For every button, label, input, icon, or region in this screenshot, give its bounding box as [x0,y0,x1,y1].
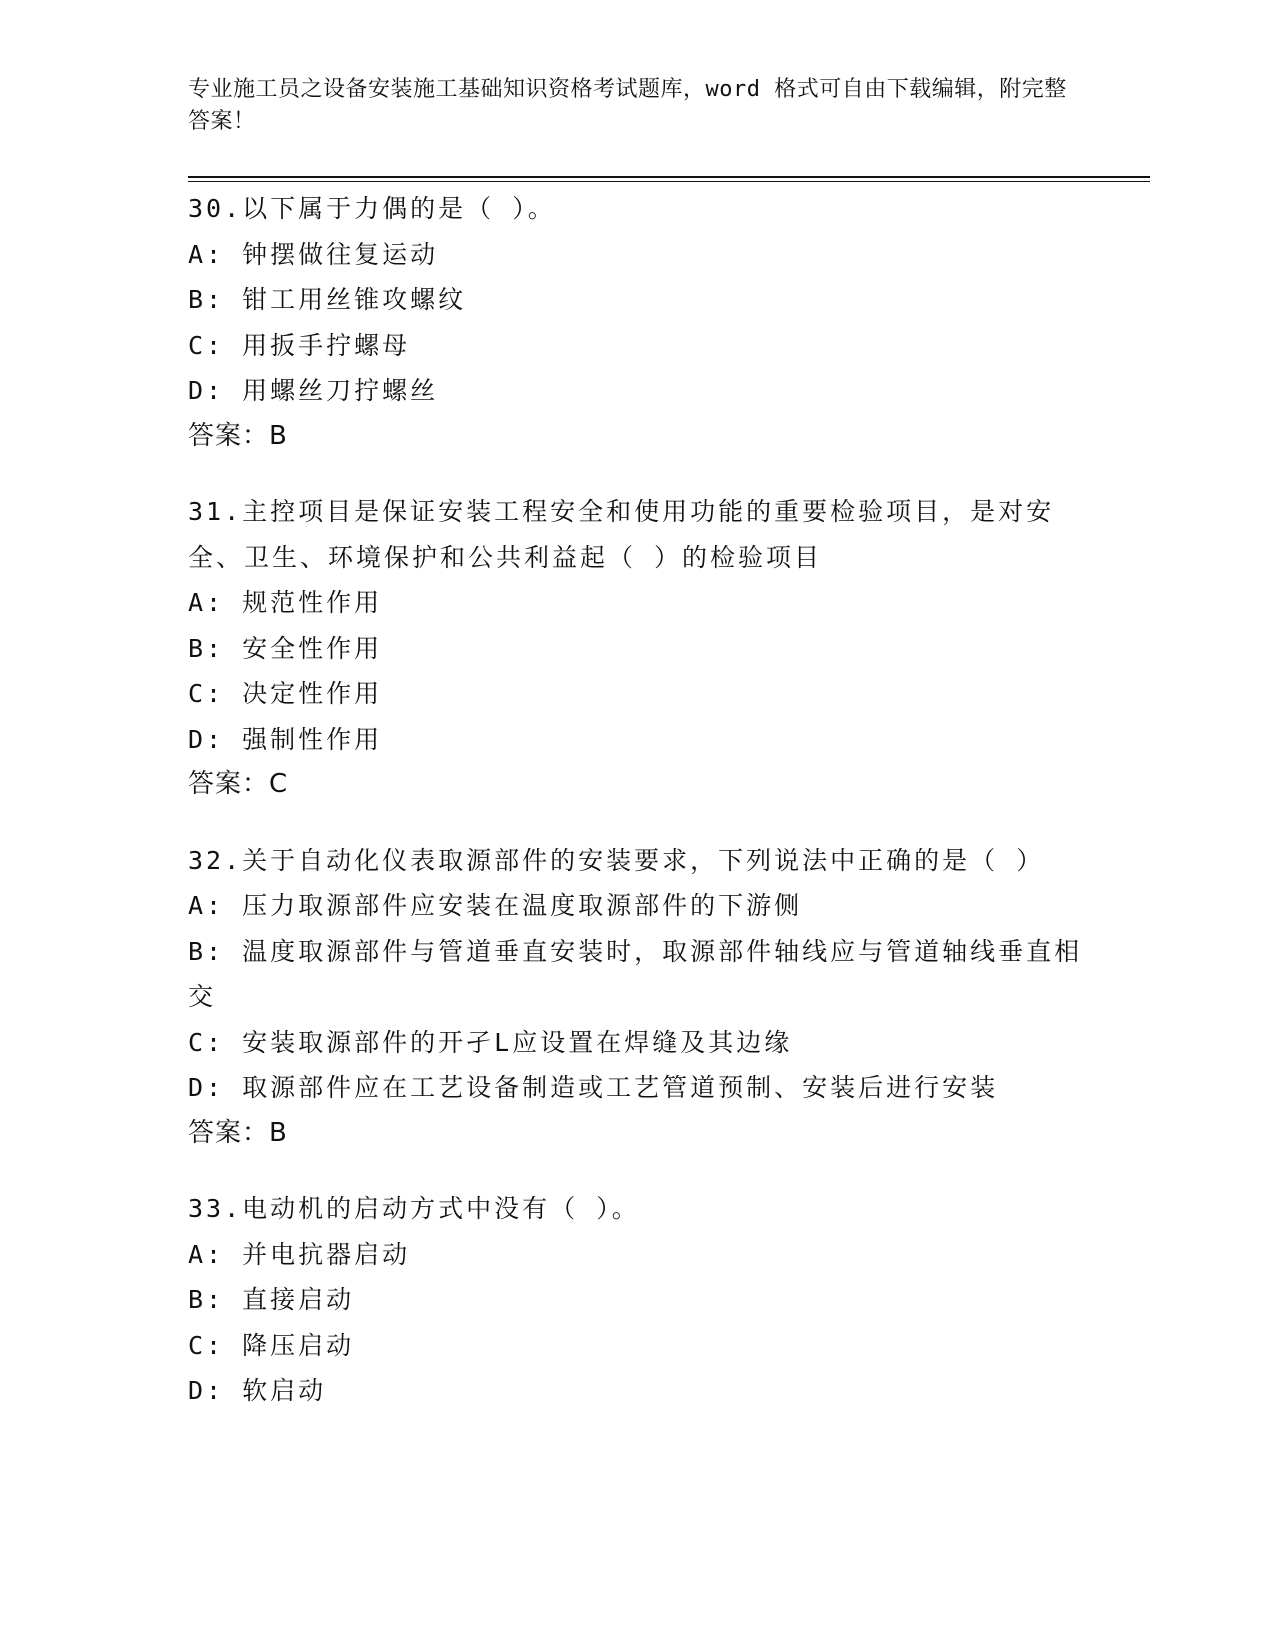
option-d: D: 用螺丝刀拧螺丝 [188,376,439,405]
option-b: B: 直接启动 [188,1285,355,1314]
option-c: C: 安装取源部件的开孑L应设置在焊缝及其边缘 [188,1027,793,1057]
header-divider-thin [188,181,1150,182]
option-a: A: 压力取源部件应安装在温度取源部件的下游侧 [188,891,803,920]
option-b: B: 钳工用丝锥攻螺纹 [188,285,467,314]
question-stem: 33.电动机的启动方式中没有（ ）。 [188,1194,640,1223]
question-32 [188,838,1088,1157]
question-list [188,186,1088,1444]
option-d: D: 软启动 [188,1376,327,1405]
answer-label: 答案：C [188,769,289,799]
option-a: A: 并电抗器启动 [188,1239,411,1269]
option-c: C: 降压启动 [188,1330,355,1360]
option-d: D: 强制性作用 [188,724,383,754]
option-c: C: 用扳手拧螺母 [188,330,411,360]
question-stem: 31.主控项目是保证安装工程安全和使用功能的重要检验项目，是对安全、卫生、环境保护和公共利益起（ ）的检验项目 [188,497,1055,572]
answer-label: 答案：B [188,420,288,451]
question-31 [188,489,1088,808]
option-b: B: 温度取源部件与管道垂直安装时，取源部件轴线应与管道轴线垂直相交 [188,936,1083,1011]
question-30 [188,186,1088,459]
option-a: A: 规范性作用 [188,588,383,617]
answer-label: 答案：B [188,1117,288,1148]
option-b: B: 安全性作用 [188,633,383,663]
option-c: C: 决定性作用 [188,679,383,708]
header-divider-thick [188,176,1150,178]
option-d: D: 取源部件应在工艺设备制造或工艺管道预制、安装后进行安装 [188,1073,999,1102]
option-a: A: 钟摆做往复运动 [188,239,439,269]
question-33 [188,1186,1088,1414]
question-stem: 32.关于自动化仪表取源部件的安装要求，下列说法中正确的是（ ） [188,845,1045,875]
question-stem: 30.以下属于力偶的是（ ）。 [188,194,556,223]
document-header: 专业施工员之设备安装施工基础知识资格考试题库，word 格式可自由下载编辑，附完整答案！ [188,77,1067,134]
